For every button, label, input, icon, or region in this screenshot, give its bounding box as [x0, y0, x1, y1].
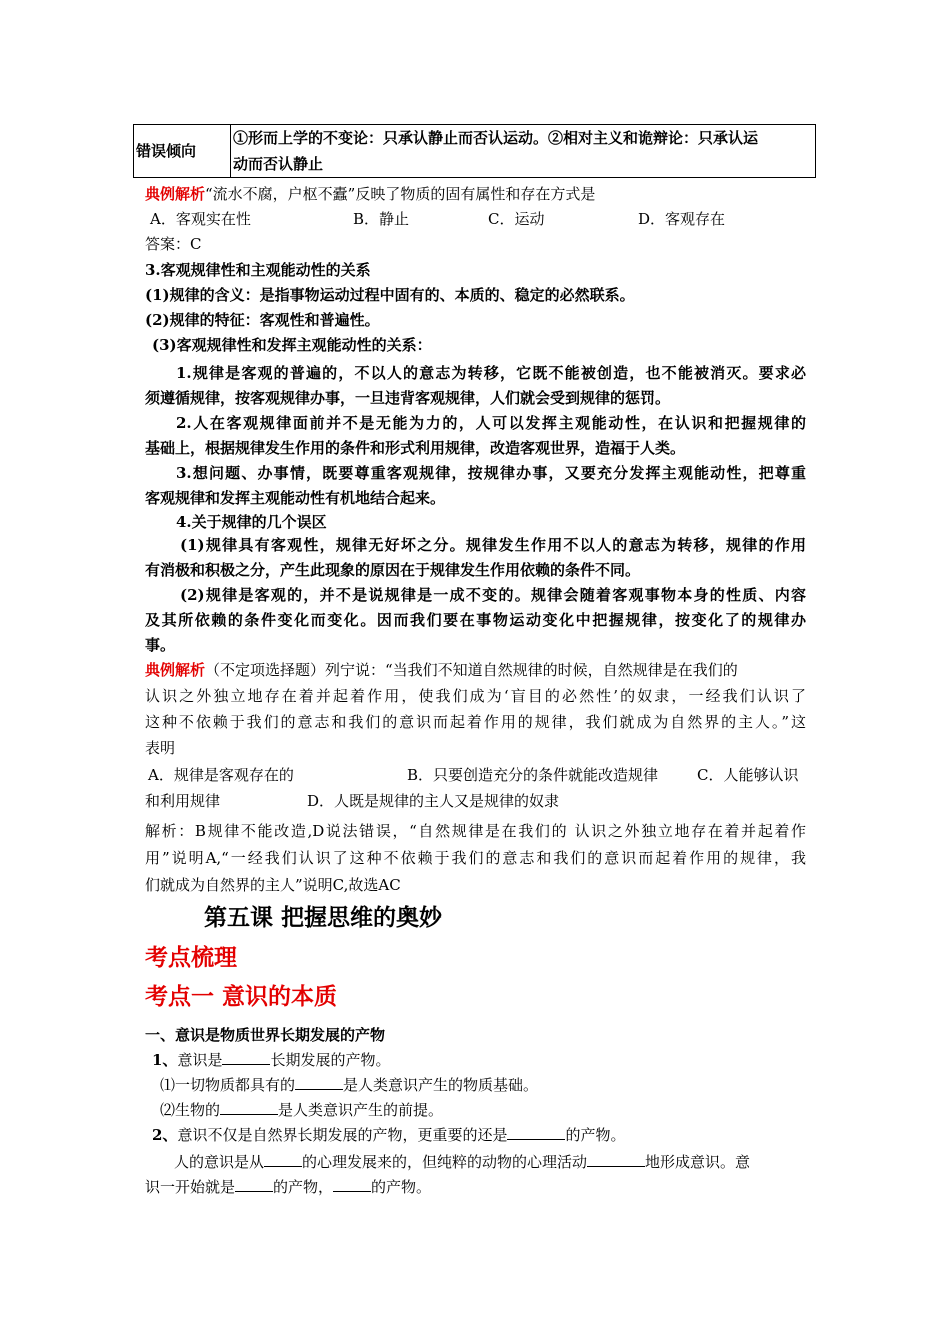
text: 是人类意识产生的物质基础。 — [343, 1076, 539, 1094]
paragraph: (1)规律的含义：是指事物运动过程中固有的、本质的、稳定的必然联系。 — [145, 286, 635, 304]
paragraph: 事。 — [145, 636, 176, 654]
item-1-2 — [160, 1099, 443, 1121]
paragraph — [145, 1176, 431, 1198]
analysis: 用”说明A,“一经我们认识了这种不依赖于我们的意志和我们的意识而起着作用的规律，我 — [145, 849, 806, 867]
example1-question — [145, 183, 595, 205]
option-a: A．规律是客观存在的 — [148, 766, 294, 784]
item-2 — [152, 1124, 625, 1146]
text: 的产物。 — [565, 1126, 626, 1144]
option-c: C．运动 — [488, 210, 545, 228]
text: 的产物。 — [371, 1178, 432, 1196]
paragraph — [174, 1151, 750, 1173]
fill-blank[interactable] — [235, 1177, 273, 1192]
option-d: D．客观存在 — [638, 210, 726, 228]
option-b: B．静止 — [353, 210, 410, 228]
section-title: 3.客观规律性和主观能动性的关系 — [145, 261, 371, 279]
item-number: 2、 — [152, 1126, 178, 1144]
analysis: 解析：B规律不能改造,D说法错误，“自然规律是在我们的 认识之外独立地存在着并起着作 — [145, 822, 806, 840]
paragraph: 4.关于规律的几个误区 — [176, 513, 327, 531]
text: 是人类意识产生的前提。 — [278, 1101, 444, 1119]
example2-question — [145, 659, 738, 681]
table-label: 错误倾向 — [134, 125, 231, 178]
review-heading: 考点梳理 — [145, 944, 237, 971]
fill-blank[interactable] — [264, 1152, 302, 1167]
fill-blank[interactable] — [507, 1125, 565, 1140]
text: 长期发展的产物。 — [270, 1051, 391, 1069]
point-heading: 考点一 意识的本质 — [145, 983, 338, 1010]
table-content-line: 动而否认静止 — [233, 155, 324, 173]
paragraph: (2)规律的特征：客观性和普遍性。 — [145, 311, 380, 329]
table-content — [231, 125, 816, 178]
text: 的产物， — [273, 1178, 334, 1196]
question-text: “流水不腐，户枢不蠹”反映了物质的固有属性和存在方式是 — [205, 185, 596, 203]
text: 地形成意识。意 — [645, 1153, 751, 1171]
answer: 答案：C — [145, 235, 202, 253]
paragraph: 有消极和积极之分，产生此现象的原因在于规律发生作用依赖的条件不同。 — [145, 561, 641, 579]
question-text: 这种不依赖于我们的意志和我们的意识而起着作用的规律，我们就成为自然界的主人。”这 — [145, 713, 806, 731]
fill-blank[interactable] — [295, 1075, 343, 1090]
example-tag: 典例解析 — [145, 185, 206, 203]
paragraph: 基础上，根据规律发生作用的条件和形式利用规律，改造客观世界，造福于人类。 — [145, 439, 686, 457]
paragraph: 2.人在客观规律面前并不是无能为力的，人可以发挥主观能动性，在认识和把握规律的 — [176, 414, 806, 432]
paragraph: 1.规律是客观的普遍的，不以人的意志为转移，它既不能被创造，也不能被消灭。要求必 — [176, 364, 806, 382]
text: 意识是 — [177, 1051, 223, 1069]
item-1-1 — [160, 1074, 538, 1096]
fill-blank[interactable] — [220, 1100, 278, 1115]
analysis: 们就成为自然界的主人”说明C,故选AC — [145, 876, 401, 894]
paragraph: 及其所依赖的条件变化而变化。因而我们要在事物运动变化中把握规律，按变化了的规律办 — [145, 611, 806, 629]
fill-blank[interactable] — [222, 1050, 270, 1065]
example-tag: 典例解析 — [145, 661, 206, 679]
paragraph: (2)规律是客观的，并不是说规律是一成不变的。规律会随着客观事物本身的性质、内容 — [180, 586, 806, 604]
paragraph: (1)规律具有客观性，规律无好坏之分。规律发生作用不以人的意志为转移，规律的作用 — [180, 536, 806, 554]
fill-blank[interactable] — [587, 1152, 645, 1167]
question-text: （不定项选择题）列宁说：“当我们不知道自然规律的时候，自然规律是在我们的 — [205, 661, 738, 679]
text: 人的意识是从 — [174, 1153, 265, 1171]
lesson-title: 第五课 把握思维的奥妙 — [204, 904, 443, 931]
fill-blank[interactable] — [333, 1177, 371, 1192]
error-tendency-table — [133, 124, 816, 178]
option-c-continued: 和利用规律 — [145, 792, 221, 810]
sub-heading: 一、意识是物质世界长期发展的产物 — [145, 1026, 386, 1044]
text: 的心理发展来的，但纯粹的动物的心理活动 — [302, 1153, 588, 1171]
text: ⑵生物的 — [160, 1101, 221, 1119]
text: 意识不仅是自然界长期发展的产物，更重要的还是 — [177, 1126, 508, 1144]
table-content-line: ①形而上学的不变论：只承认静止而否认运动。②相对主义和诡辩论：只承认运 — [233, 129, 759, 147]
question-text: 表明 — [145, 739, 176, 757]
question-text: 认识之外独立地存在着并起着作用，使我们成为‘盲目的必然性’的奴隶，一经我们认识了 — [145, 687, 806, 705]
item-1 — [152, 1049, 390, 1071]
paragraph: 须遵循规律，按客观规律办事，一旦违背客观规律，人们就会受到规律的惩罚。 — [145, 389, 671, 407]
option-c: C．人能够认识 — [697, 766, 799, 784]
paragraph: 3.想问题、办事情，既要尊重客观规律，按规律办事，又要充分发挥主观能动性，把尊重 — [176, 464, 806, 482]
option-a: A．客观实在性 — [150, 210, 251, 228]
text: 识一开始就是 — [145, 1178, 236, 1196]
paragraph: (3)客观规律性和发挥主观能动性的关系： — [152, 336, 432, 354]
paragraph: 客观规律和发挥主观能动性有机地结合起来。 — [145, 489, 446, 507]
option-d: D．人既是规律的主人又是规律的奴隶 — [307, 792, 560, 810]
item-number: 1、 — [152, 1051, 178, 1069]
option-b: B．只要创造充分的条件就能改造规律 — [407, 766, 659, 784]
text: ⑴一切物质都具有的 — [160, 1076, 296, 1094]
